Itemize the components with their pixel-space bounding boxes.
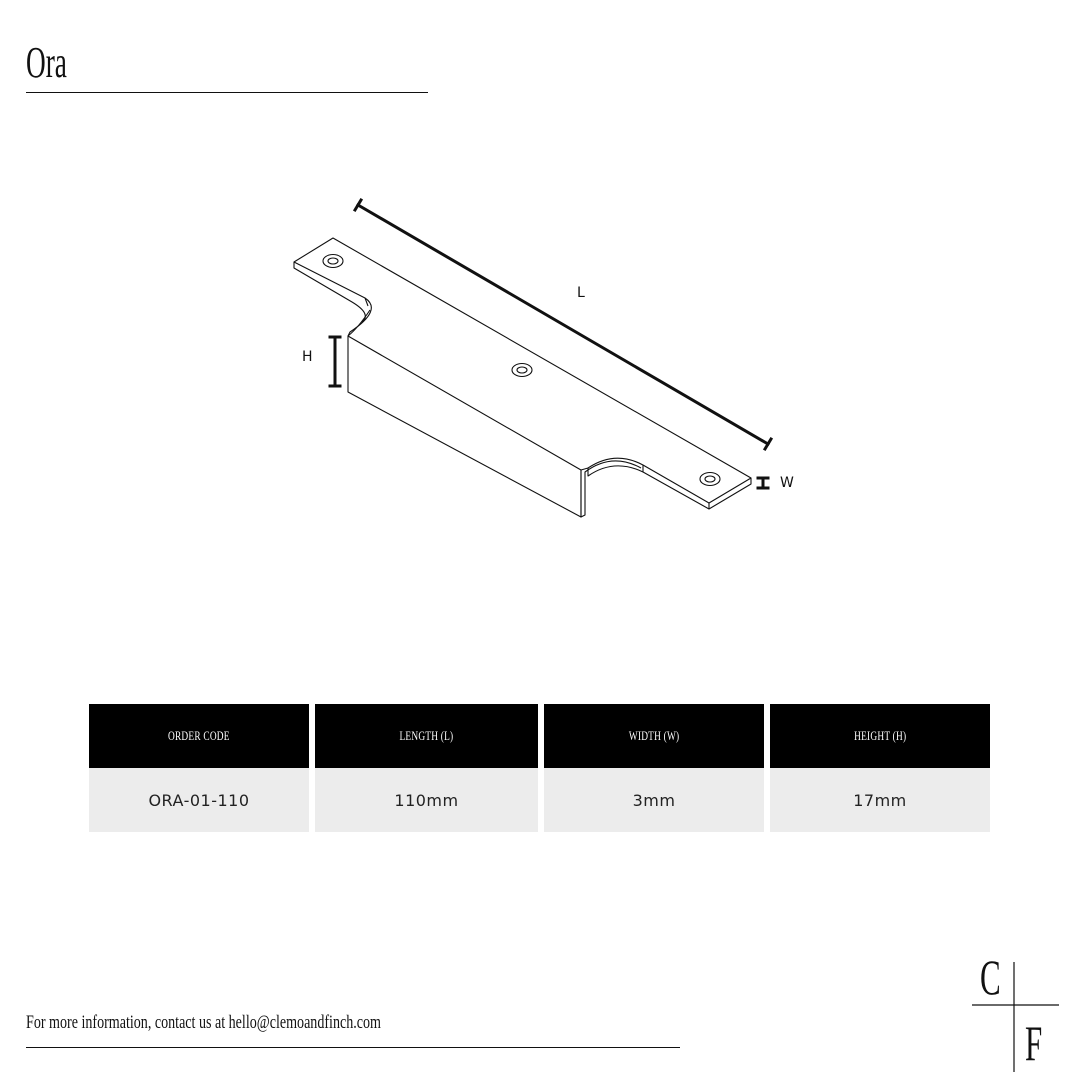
header-order-code: ORDER CODE (89, 704, 309, 768)
cell-height: 17mm (770, 768, 990, 832)
footer-underline (26, 1047, 680, 1048)
mounting-hole-right (700, 473, 720, 486)
handle-cutout-wall (581, 461, 641, 517)
contact-info: For more information, contact us at hello@clemoandfinch.com (26, 1012, 381, 1033)
length-dimension-line (358, 205, 768, 444)
header-width: WIDTH (W) (544, 704, 764, 768)
mounting-hole-left (323, 255, 343, 268)
mounting-hole-center (512, 364, 532, 377)
handle-front-face (348, 336, 581, 517)
spec-table-header-row (89, 704, 990, 768)
brand-logo (966, 948, 1066, 1073)
spec-table (89, 704, 990, 832)
table-row (89, 768, 990, 832)
cell-width: 3mm (544, 768, 764, 832)
logo-letter-f: F (1025, 1015, 1043, 1071)
logo-letter-c: C (980, 949, 1001, 1005)
height-label: H (302, 349, 313, 365)
handle-left-tab-edge (294, 262, 365, 322)
handle-right-tab-edge (709, 478, 751, 509)
header-length: LENGTH (L) (315, 704, 538, 768)
length-label: L (577, 285, 585, 301)
cell-order-code: ORA-01-110 (89, 768, 309, 832)
header-height: HEIGHT (H) (770, 704, 990, 768)
width-label: W (780, 475, 794, 491)
page-title: Ora (26, 38, 67, 87)
cell-length: 110mm (315, 768, 538, 832)
handle-top-face (294, 238, 751, 503)
